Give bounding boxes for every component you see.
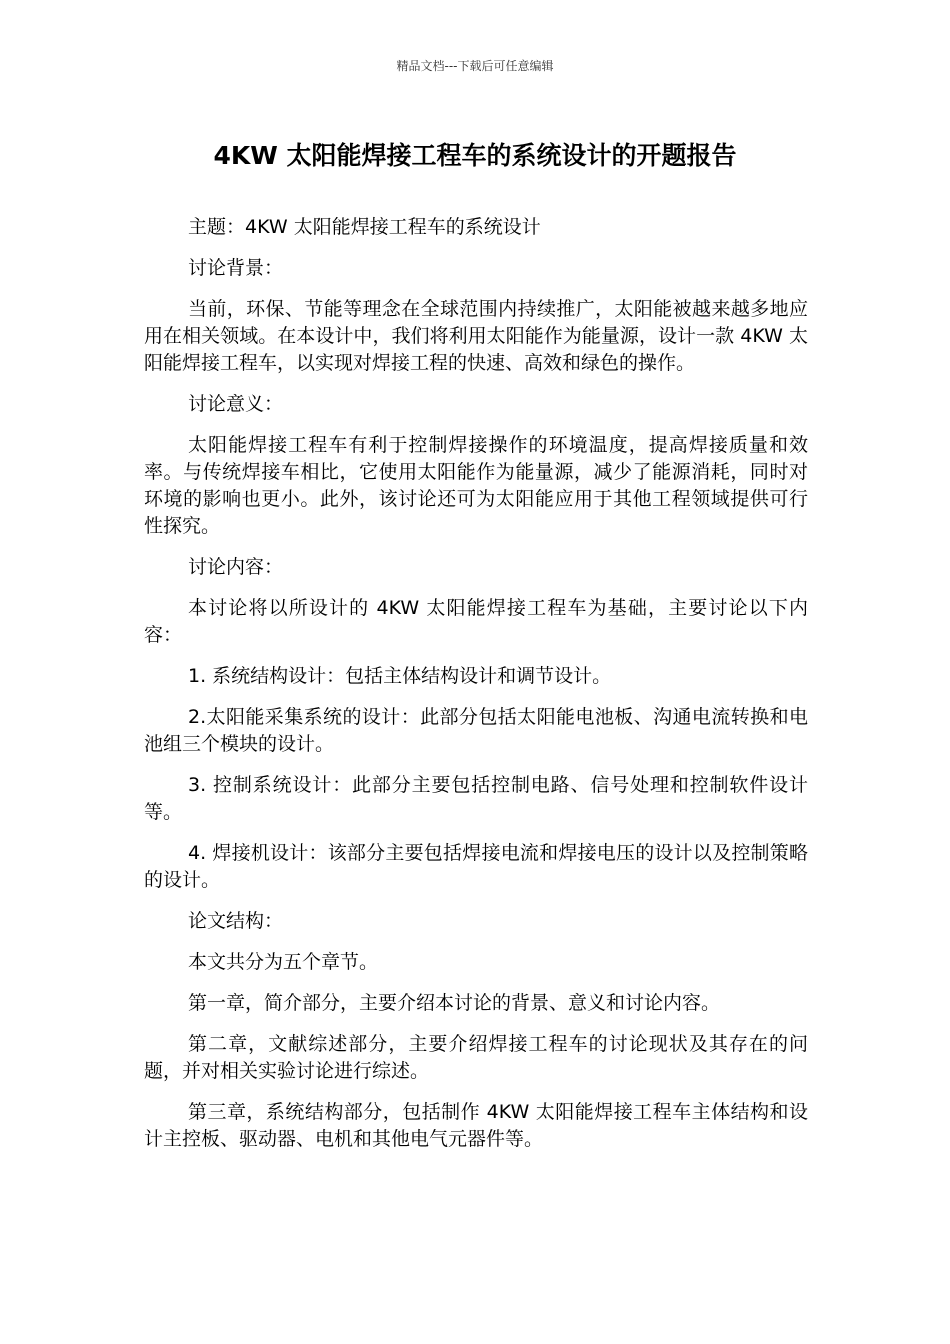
heading-background: 讨论背景： — [188, 257, 284, 279]
document-body — [144, 214, 808, 1167]
page-header: 精品文档---下载后可任意编辑 — [396, 59, 554, 73]
document-title: 4KW 太阳能焊接工程车的系统设计的开题报告 — [213, 141, 737, 170]
paragraph-chapter-2: 第二章，文献综述部分，主要介绍焊接工程车的讨论现状及其存在的问题，并对相关实验讨论进行综述。 — [144, 1033, 808, 1082]
list-item-solar-collection: 2.太阳能采集系统的设计：此部分包括太阳能电池板、沟通电流转换和电池组三个模块的设计。 — [144, 706, 808, 755]
paragraph-content-intro: 本讨论将以所设计的 4KW 太阳能焊接工程车为基础，主要讨论以下内容： — [144, 597, 808, 646]
list-item-control-system: 3. 控制系统设计：此部分主要包括控制电路、信号处理和控制软件设计等。 — [144, 774, 808, 823]
paragraph-chapter-1: 第一章，简介部分，主要介绍本讨论的背景、意义和讨论内容。 — [188, 992, 721, 1014]
paragraph-background: 当前，环保、节能等理念在全球范围内持续推广，太阳能被越来越多地应用在相关领域。在本设计中，我们将利用太阳能作为能量源，设计一款 4KW 太阳能焊接工程车，以实现对焊接工程的快速、高效和绿色的操作。 — [144, 298, 808, 374]
heading-significance: 讨论意义： — [188, 393, 284, 415]
heading-content: 讨论内容： — [188, 556, 284, 578]
list-item-welder-design: 4. 焊接机设计：该部分主要包括焊接电流和焊接电压的设计以及控制策略的设计。 — [144, 842, 808, 891]
paragraph-significance: 太阳能焊接工程车有利于控制焊接操作的环境温度，提高焊接质量和效率。与传统焊接车相比，它使用太阳能作为能量源，减少了能源消耗，同时对环境的影响也更小。此外，该讨论还可为太阳能应用于其他工程领域提供可行性探究。 — [144, 434, 808, 537]
paragraph-topic: 主题：4KW 太阳能焊接工程车的系统设计 — [188, 216, 541, 238]
list-item-structure-design: 1. 系统结构设计：包括主体结构设计和调节设计。 — [188, 665, 612, 687]
paragraph-chapter-3: 第三章，系统结构部分，包括制作 4KW 太阳能焊接工程车主体结构和设计主控板、驱动器、电机和其他电气元器件等。 — [144, 1101, 808, 1150]
paragraph-chapter-count: 本文共分为五个章节。 — [188, 951, 379, 973]
heading-thesis-structure: 论文结构： — [188, 910, 284, 932]
